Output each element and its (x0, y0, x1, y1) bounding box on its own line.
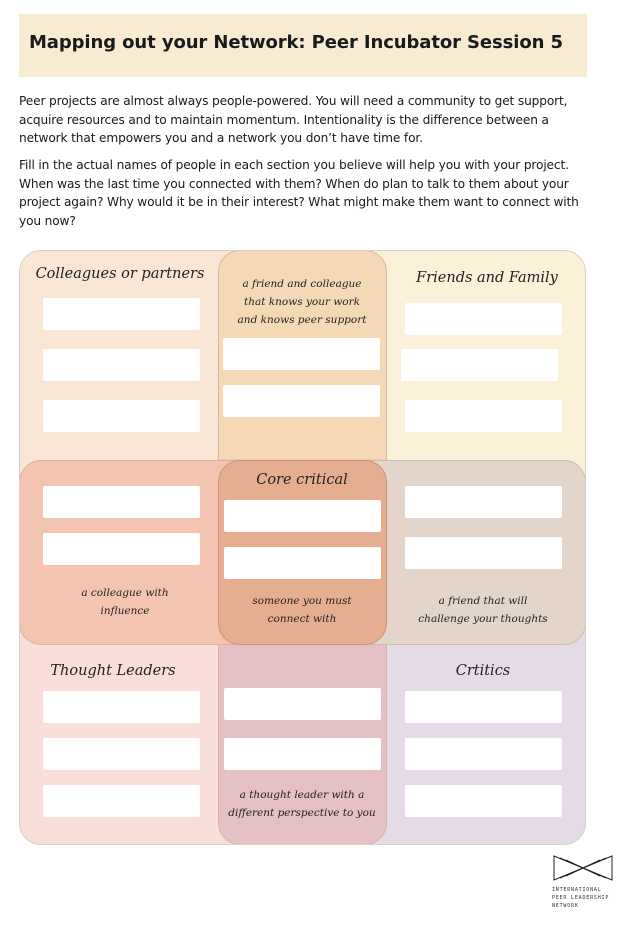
influence-name-field[interactable] (43, 486, 200, 518)
critics-label: Crtitics (455, 663, 511, 679)
colleague-name-field[interactable] (43, 349, 200, 381)
friend-colleague-label: a friend and colleague that knows your work and knows peer support (237, 278, 367, 326)
thought-leader-name-field[interactable] (43, 738, 200, 770)
colleague-name-field[interactable] (43, 400, 200, 432)
thought-leader-diff-label: a thought leader with a different perspective to you (228, 789, 376, 819)
influence-name-field[interactable] (43, 533, 200, 565)
challenge-name-field[interactable] (405, 486, 562, 518)
friend-colleague-name-field[interactable] (223, 338, 380, 370)
bowtie-logo-icon (552, 854, 614, 882)
page-title: Mapping out your Network: Peer Incubator Session 5 (29, 32, 563, 53)
core-name-field[interactable] (224, 500, 381, 532)
intro-paragraph-1: Peer projects are almost always people-powered. You will need a community to get support, acquire resources and to maintain momentum. Intentionality is the difference between a network that empowers you and a network you don’t have time for. (19, 94, 568, 145)
challenge-name-field[interactable] (405, 537, 562, 569)
colleague-name-field[interactable] (43, 298, 200, 330)
friend-name-field[interactable] (401, 349, 558, 381)
critic-name-field[interactable] (405, 738, 562, 770)
diverse-leader-name-field[interactable] (224, 738, 381, 770)
core-critical-label: Core critical (256, 472, 348, 488)
network-logo (552, 854, 618, 920)
must-connect-label: someone you must connect with (252, 595, 352, 625)
friends-family-label: Friends and Family (416, 270, 558, 286)
thought-leader-name-field[interactable] (43, 785, 200, 817)
intro-paragraph-2: Fill in the actual names of people in each section you believe will help you with your project. When was the last time you connected with them? When do plan to talk to them about your project again? Why would it be in their interest? What might make them want to connect with you now? (19, 158, 579, 228)
critic-name-field[interactable] (405, 691, 562, 723)
critic-name-field[interactable] (405, 785, 562, 817)
friend-name-field[interactable] (405, 303, 562, 335)
core-name-field[interactable] (224, 547, 381, 579)
friend-name-field[interactable] (405, 400, 562, 432)
friend-challenge-label: a friend that will challenge your thoughts (418, 595, 548, 625)
thought-leaders-label: Thought Leaders (50, 663, 176, 679)
friend-colleague-name-field[interactable] (223, 385, 380, 417)
logo-text: INTERNATIONAL PEER LEADERSHIP NETWORK (552, 887, 610, 909)
colleague-influence-label: a colleague with influence (81, 587, 169, 617)
diverse-leader-name-field[interactable] (224, 688, 381, 720)
colleagues-label: Colleagues or partners (35, 266, 205, 282)
thought-leader-name-field[interactable] (43, 691, 200, 723)
